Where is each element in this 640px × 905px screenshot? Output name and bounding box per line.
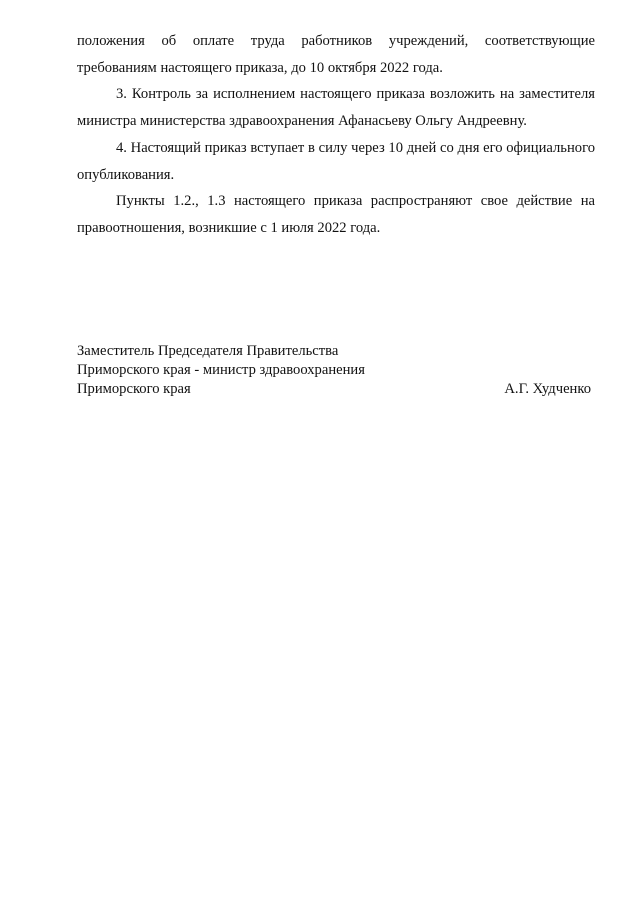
signatory-name: А.Г. Худченко [504, 381, 591, 397]
paragraph-item-3: 3. Контроль за исполнением настоящего приказа возложить на заместителя министра министерства здравоохранения Афанасьеву Ольгу Андреевну. [77, 86, 595, 130]
signatory-title-line-1: Заместитель Председателя Правительства [77, 343, 339, 359]
signatory-title-line-3: Приморского края [77, 381, 191, 397]
paragraph-item-4: 4. Настоящий приказ вступает в силу через 10 дней со дня его официального опубликования. [77, 139, 595, 183]
signature-block [77, 342, 591, 399]
signatory-title-line-2: Приморского края - министр здравоохранения [77, 362, 365, 378]
signatory-row [77, 380, 591, 399]
document-body [77, 28, 595, 242]
paragraph-continuation: положения об оплате труда работников учреждений, соответствующие требованиям настоящего приказа, до 10 октября 2022 года. [77, 33, 595, 76]
paragraph-effective-date: Пункты 1.2., 1.3 настоящего приказа распространяют свое действие на правоотношения, возникшие с 1 июля 2022 года. [77, 193, 595, 236]
